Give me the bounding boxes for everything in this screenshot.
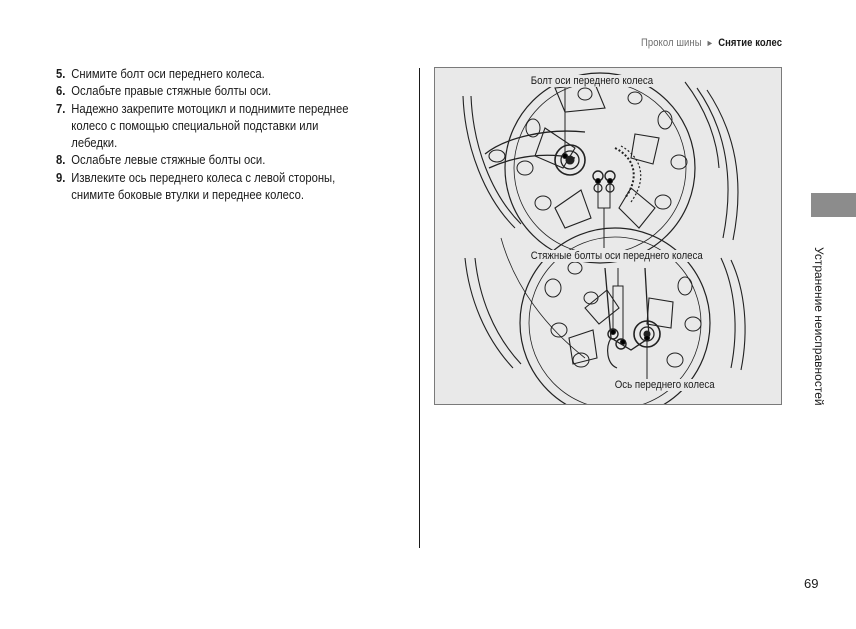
step-item [56,66,403,83]
header-crumb: Прокол шины [640,37,702,49]
step-item [56,152,403,169]
wheel-illustration [434,67,782,405]
step-text-line: Извлеките ось переднего колеса с левой стороны, [71,170,336,185]
step-text [71,83,402,100]
step-text-line: Надежно закрепите мотоцикл и поднимите переднее [71,101,349,116]
running-header [641,37,782,49]
label-axle: Ось переднего колеса [614,379,715,391]
section-tab [811,193,856,217]
label-axle-bolt: Болт оси переднего колеса [530,75,654,87]
header-current-section: Снятие колес [718,37,782,49]
step-number: 8. [56,153,66,168]
page-number: 69 [804,576,819,591]
step-text-line: лебедки. [71,136,118,151]
wheel-line-drawing [435,68,782,405]
header-arrow-icon: ► [705,38,714,48]
instruction-steps [56,66,406,204]
step-text-line: Ослабьте левые стяжные болты оси. [71,153,266,168]
step-number: 6. [56,84,66,99]
step-number: 9. [56,170,66,185]
step-text-line: Ослабьте правые стяжные болты оси. [71,84,272,99]
step-text [71,66,402,83]
step-text [71,152,402,169]
step-text-line: Снимите болт оси переднего колеса. [71,67,265,81]
label-pinch-bolts: Стяжные болты оси переднего колеса [530,250,703,262]
column-divider [419,68,420,548]
step-number: 7. [56,101,66,116]
step-text [71,170,402,205]
top-wheel-drawing [463,73,738,263]
section-side-title: Устранение неисправностей [812,247,826,406]
step-text-line: колесо с помощью специальной подставки или [71,118,319,133]
step-text [71,101,402,153]
step-item [56,101,403,153]
step-text-line: снимите боковые втулки и переднее колесо. [71,188,305,203]
step-item [56,83,403,100]
step-number: 5. [56,67,66,81]
step-item [56,170,403,205]
